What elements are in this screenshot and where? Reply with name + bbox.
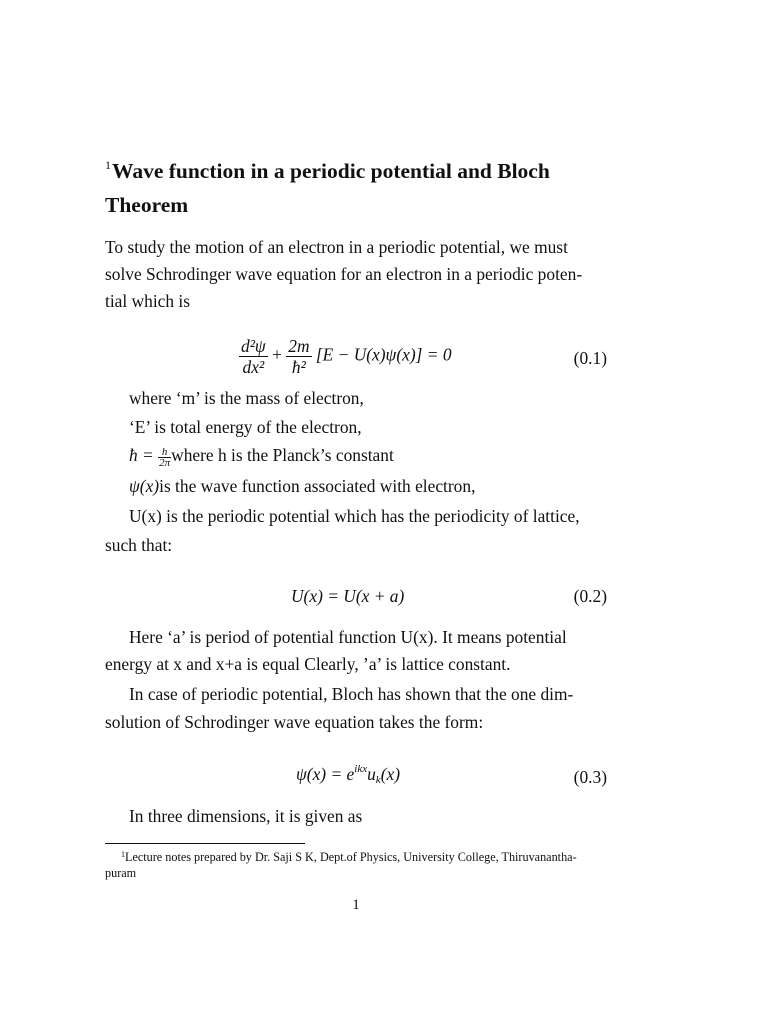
definition-U-line-2: such that: xyxy=(105,535,173,555)
definition-U-line-1: U(x) is the periodic potential which has the periodicity of lattice, xyxy=(129,506,580,526)
equation-number-0-3: (0.3) xyxy=(573,767,607,787)
eq1-coef-numerator: 2m xyxy=(288,336,310,356)
definition-m: where ‘m’ is the mass of electron, xyxy=(129,388,364,408)
footnote-text-continued: puram xyxy=(105,866,137,880)
equation-0-3-body xyxy=(296,763,400,786)
intro-line-3: tial which is xyxy=(105,291,191,311)
intro-line-1: To study the motion of an electron in a periodic potential, we must xyxy=(105,237,568,257)
eq3-tail: (x) xyxy=(380,764,400,784)
heading-title: Wave function in a periodic potential and Bloch Theorem xyxy=(105,159,550,217)
eq1-coef-denominator: ħ² xyxy=(291,357,306,377)
hbar-symbol: ħ = xyxy=(129,445,154,465)
after-eq2-line-1: Here ‘a’ is period of potential function U(x). It means potential xyxy=(129,627,567,647)
equation-0-1 xyxy=(105,336,607,376)
footnote-mark: 1 xyxy=(121,850,125,859)
equation-0-3 xyxy=(105,763,607,803)
eq1-lhs-fraction xyxy=(239,336,268,377)
eq1-coef-fraction xyxy=(286,336,311,377)
equation-0-2 xyxy=(105,586,607,626)
eq3-before: ψ(x) = e xyxy=(296,764,355,784)
eq1-rest: [E − U(x)ψ(x)] = 0 xyxy=(315,344,452,365)
eq3-u: u xyxy=(367,764,376,784)
eq3-exponent: ikx xyxy=(354,763,368,775)
document-page xyxy=(105,0,607,1024)
footnote-rule xyxy=(105,843,305,844)
footnote-text: Lecture notes prepared by Dr. Saji S K, Dept.of Physics, University College, Thiruvanantha- xyxy=(125,850,577,864)
definition-hbar xyxy=(129,442,394,469)
page-number: 1 xyxy=(352,897,360,913)
equation-0-1-body xyxy=(239,336,452,377)
hbar-numerator: h xyxy=(158,447,171,458)
after-eq3-line-1: In three dimensions, it is given as xyxy=(129,806,363,826)
eq1-plus: + xyxy=(272,344,282,365)
section-heading xyxy=(105,148,607,222)
equation-0-2-body: U(x) = U(x + a) xyxy=(291,586,405,606)
equation-number-0-1: (0.1) xyxy=(573,348,607,368)
hbar-denominator: 2π xyxy=(159,456,171,469)
after-eq2-line-2: energy at x and x+a is equal Clearly, ’a’ is lattice constant. xyxy=(105,654,511,674)
psi-symbol: ψ(x) xyxy=(129,476,160,496)
eq3-subscript: k xyxy=(375,774,381,786)
hbar-description: where h is the Planck’s constant xyxy=(171,445,394,465)
eq1-lhs-denominator: dx² xyxy=(242,357,265,377)
definition-E: ‘E’ is total energy of the electron, xyxy=(129,417,362,437)
eq1-lhs-numerator: d²ψ xyxy=(241,336,266,356)
intro-line-2: solve Schrodinger wave equation for an electron in a periodic poten- xyxy=(105,264,583,284)
equation-number-0-2: (0.2) xyxy=(573,586,607,606)
after-eq2-line-4: solution of Schrodinger wave equation takes the form: xyxy=(105,712,484,732)
after-eq2-line-3: In case of periodic potential, Bloch has shown that the one dim- xyxy=(129,684,574,704)
heading-footnote-mark: 1 xyxy=(105,158,111,172)
footnote xyxy=(105,847,607,881)
hbar-fraction xyxy=(158,447,171,468)
definition-psi xyxy=(129,473,475,500)
psi-description: is the wave function associated with electron, xyxy=(159,476,476,496)
